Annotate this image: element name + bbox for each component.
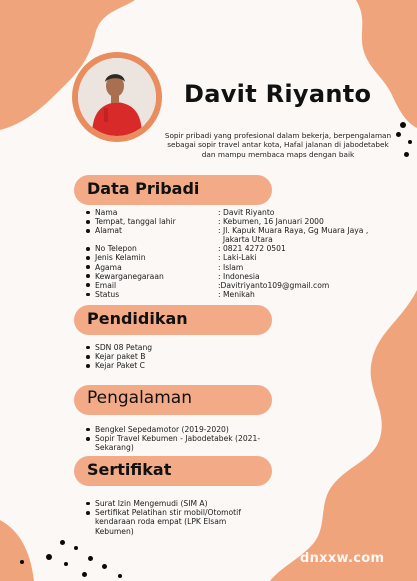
decor-dot <box>46 554 52 560</box>
experience-list <box>86 425 260 453</box>
decor-dot <box>404 152 409 157</box>
list-item-text: Kebumen) <box>95 526 134 536</box>
info-label: Email <box>86 281 218 290</box>
info-label: Alamat <box>86 226 218 235</box>
info-row <box>86 208 417 217</box>
info-label: Jenis Kelamin <box>86 253 218 262</box>
decor-dot <box>400 122 406 128</box>
info-row <box>86 217 417 226</box>
info-value: : 0821 4272 0501 <box>218 244 286 254</box>
info-label: Tempat, tanggal lahir <box>86 217 218 226</box>
education-list <box>86 343 152 371</box>
watermark: dnxxw.com <box>300 551 385 566</box>
info-label: Kewarganegaraan <box>86 272 218 281</box>
info-row <box>86 281 417 290</box>
candidate-name: Davit Riyanto <box>184 80 372 108</box>
info-label: No Telepon <box>86 244 218 253</box>
decor-dot <box>88 556 93 561</box>
profile-photo <box>78 58 156 136</box>
info-value: : Davit Riyanto <box>218 208 275 217</box>
list-item-text: kendaraan roda empat (LPK Elsam <box>95 517 227 527</box>
section-header-experience <box>74 385 272 415</box>
certificate-list <box>86 499 241 536</box>
section-title: Pendidikan <box>87 309 188 328</box>
decor-dot <box>64 562 68 566</box>
info-value: : Laki-Laki <box>218 253 257 263</box>
list-item-text: Sekarang) <box>95 443 134 453</box>
decor-dot <box>60 540 65 545</box>
decor-blob-bottom-left <box>0 520 40 581</box>
section-title: Sertifikat <box>87 460 172 479</box>
decor-dot <box>118 574 122 578</box>
decor-dot <box>82 572 87 577</box>
info-row <box>86 244 417 253</box>
list-item-text: Surat Izin Mengemudi (SIM A) <box>95 499 208 508</box>
info-row <box>86 235 417 244</box>
info-row <box>86 263 417 272</box>
info-value: : Menikah <box>218 289 255 299</box>
info-label: Status <box>86 290 218 299</box>
info-row <box>86 290 417 299</box>
list-item-text: Bengkel Sepedamotor (2019-2020) <box>95 425 229 434</box>
list-item-text: Sertifikat Pelatihan stir mobil/Otomotif <box>95 508 241 518</box>
decor-dot <box>74 546 78 550</box>
list-item <box>86 508 241 536</box>
info-row <box>86 253 417 262</box>
decor-dot <box>102 564 107 569</box>
info-value: : Islam <box>218 262 244 272</box>
list-item: Kejar Paket C <box>86 361 152 370</box>
section-header-personal <box>74 175 272 205</box>
section-header-education <box>74 305 272 335</box>
decor-dot <box>20 560 24 564</box>
info-value: :Davitriyanto109@gmail.com <box>218 280 330 290</box>
list-item: SDN 08 Petang <box>86 343 152 352</box>
list-item <box>86 425 260 434</box>
info-label <box>86 235 218 244</box>
section-title: Data Pribadi <box>87 179 200 198</box>
info-label: Agama <box>86 263 218 272</box>
list-item: Kejar paket B <box>86 352 152 361</box>
info-value: : Kebumen, 16 Januari 2000 <box>218 217 324 227</box>
info-value: Jakarta Utara <box>218 235 273 245</box>
personal-info-table <box>86 208 417 299</box>
section-header-certificate <box>74 456 272 486</box>
info-value: : Indonesia <box>218 271 260 281</box>
person-silhouette-icon <box>78 58 156 136</box>
decor-blob-bottom-right <box>270 290 417 581</box>
info-row <box>86 226 417 235</box>
list-item <box>86 434 260 452</box>
profile-summary: Sopir pribadi yang profesional dalam bekerja, berpengalaman sebagai sopir travel antar kota, Hafal jalanan di jabodetabek dan mampu membaca maps dengan baik <box>164 131 392 159</box>
list-item-text: Sopir Travel Kebumen - Jabodetabek (2021- <box>95 434 261 444</box>
info-value: : Jl. Kapuk Muara Raya, Gg Muara Jaya , <box>218 226 369 236</box>
info-row <box>86 272 417 281</box>
decor-dot <box>396 132 401 137</box>
list-item <box>86 499 241 508</box>
decor-dot <box>408 140 412 144</box>
section-title: Pengalaman <box>87 388 192 408</box>
decor-blob-top-right <box>340 0 417 130</box>
info-label: Nama <box>86 208 218 217</box>
